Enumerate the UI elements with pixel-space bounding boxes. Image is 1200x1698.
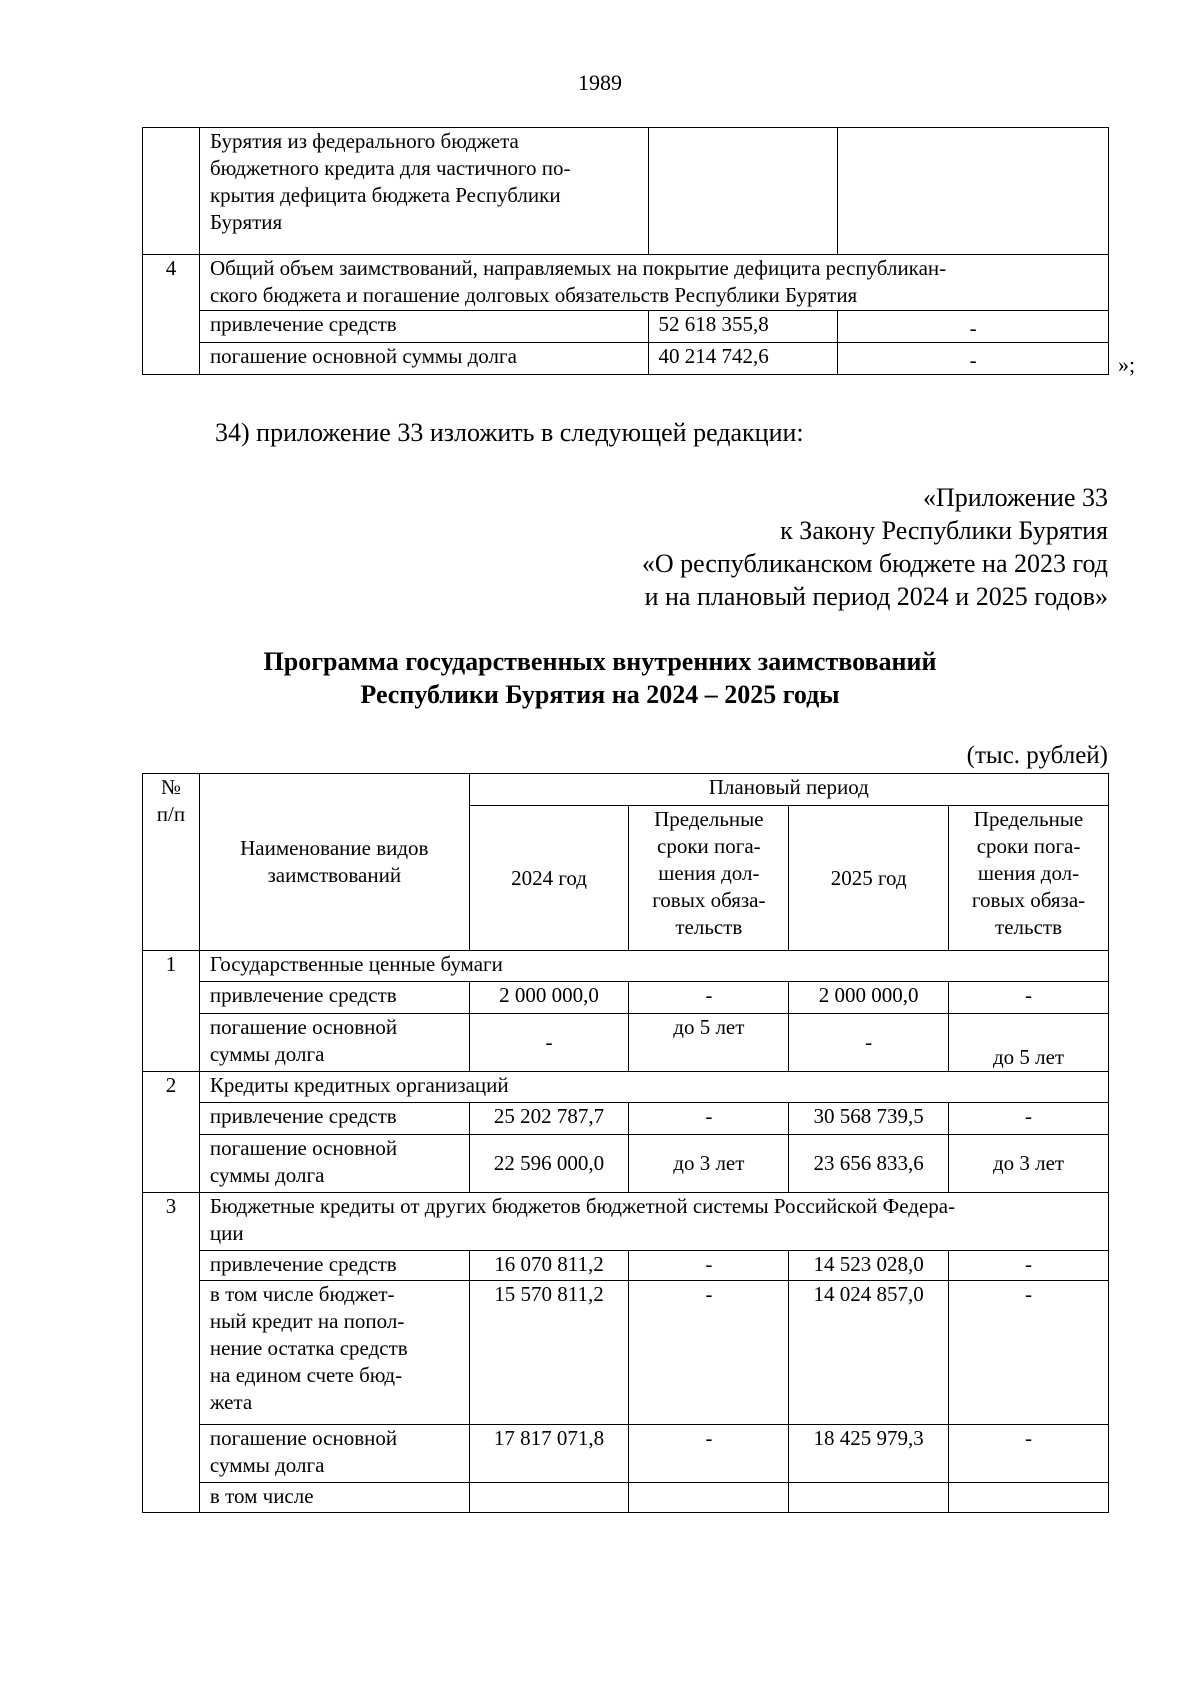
table-row	[143, 1425, 1109, 1483]
value-2024: 17 817 071,8	[469, 1425, 629, 1483]
row-value: 40 214 742,6	[648, 343, 838, 375]
term-2024: -	[629, 1281, 789, 1425]
row-number: 4	[143, 255, 200, 375]
value-2025: 14 523 028,0	[789, 1251, 949, 1281]
amendment-item: 34) приложение 33 изложить в следующей редакции:	[215, 418, 804, 447]
page-number: 1989	[578, 70, 622, 95]
row-label: погашение основной суммы долга	[199, 1014, 469, 1072]
header-row	[143, 774, 1109, 806]
col-header-term-2024: Предельные сроки пога- шения дол- говых обяза- тельств	[629, 806, 789, 951]
table-row	[143, 343, 1109, 375]
table-row	[143, 1281, 1109, 1425]
table-row	[143, 982, 1109, 1014]
row-term: -	[838, 343, 1109, 375]
col-header-2025: 2025 год	[789, 806, 949, 951]
value-2024: -	[469, 1014, 629, 1072]
value-2025: 23 656 833,6	[789, 1135, 949, 1193]
section-title: Бюджетные кредиты от других бюджетов бюджетной системы Российской Федера- ции	[199, 1193, 1108, 1251]
section-title: Общий объем заимствований, направляемых на покрытие дефицита республикан- ского бюджета и погашение долговых обязательств Республики Бурятия	[199, 255, 1108, 311]
table-row	[143, 311, 1109, 343]
col-header-planned-period: Плановый период	[469, 774, 1108, 806]
value-2025: 30 568 739,5	[789, 1103, 949, 1135]
row-number: 2	[143, 1072, 200, 1193]
term-2025: -	[949, 1425, 1109, 1483]
row-label: привлечение средств	[199, 1251, 469, 1281]
term-2024: -	[629, 1251, 789, 1281]
value-2024: 16 070 811,2	[469, 1251, 629, 1281]
row-label: погашение основной суммы долга	[199, 1425, 469, 1483]
row-label: в том числе бюджет- ный кредит на попол- нение остатка средств на едином счете бюд- жета	[199, 1281, 469, 1425]
term-2025: -	[949, 1251, 1109, 1281]
table-row	[143, 128, 1109, 255]
section-title-row	[143, 951, 1109, 982]
term-2025: -	[949, 1281, 1109, 1425]
col-header-2024: 2024 год	[469, 806, 629, 951]
col-header-number: № п/п	[143, 774, 200, 951]
row-label: привлечение средств	[199, 1103, 469, 1135]
value-2024: 22 596 000,0	[469, 1135, 629, 1193]
section-title-row	[143, 255, 1109, 311]
value-2024: 25 202 787,7	[469, 1103, 629, 1135]
row-label: погашение основной суммы долга	[199, 343, 648, 375]
term-2024: -	[629, 1425, 789, 1483]
value-2024: 2 000 000,0	[469, 982, 629, 1014]
term-2024: до 3 лет	[629, 1135, 789, 1193]
row-value: 52 618 355,8	[648, 311, 838, 343]
table-row	[143, 1103, 1109, 1135]
term-2024: -	[629, 1103, 789, 1135]
units-label: (тыс. рублей)	[966, 742, 1108, 769]
value-2025: -	[789, 1014, 949, 1072]
row-label: погашение основной суммы долга	[199, 1135, 469, 1193]
row-label: привлечение средств	[199, 311, 648, 343]
row-number: 3	[143, 1193, 200, 1513]
appendix-header: «Приложение 33 к Закону Республики Бурятия «О республиканском бюджете на 2023 год и на плановый период 2024 и 2025 годов»	[641, 483, 1108, 611]
col-header-name: Наименование видов заимствований	[199, 774, 469, 951]
closing-quote: »;	[1118, 352, 1136, 377]
section-title: Государственные ценные бумаги	[199, 951, 1108, 982]
borrowings-table-continued	[142, 127, 1109, 375]
borrowing-program-table	[142, 773, 1109, 1513]
term-2025: до 3 лет	[949, 1135, 1109, 1193]
value-2025: 2 000 000,0	[789, 982, 949, 1014]
table-row	[143, 1251, 1109, 1281]
term-2025: -	[949, 982, 1109, 1014]
row-label: привлечение средств	[199, 982, 469, 1014]
table-row	[143, 1483, 1109, 1513]
term-2025: до 5 лет	[949, 1014, 1109, 1072]
section-title: Кредиты кредитных организаций	[199, 1072, 1108, 1103]
table-row	[143, 1135, 1109, 1193]
term-2024: до 5 лет	[629, 1014, 789, 1072]
value-2025: 18 425 979,3	[789, 1425, 949, 1483]
document-title: Программа государственных внутренних заимствований Республики Бурятия на 2024 – 2025 годы	[263, 647, 937, 709]
value-2025: 14 024 857,0	[789, 1281, 949, 1425]
term-2024: -	[629, 982, 789, 1014]
term-2025: -	[949, 1103, 1109, 1135]
row-term: -	[838, 311, 1109, 343]
continued-text-cell: Бурятия из федерального бюджета бюджетного кредита для частичного по- крытия дефицита бюджета Республики Бурятия	[199, 128, 648, 255]
value-2024: 15 570 811,2	[469, 1281, 629, 1425]
table-row	[143, 1014, 1109, 1072]
row-label: в том числе	[199, 1483, 469, 1513]
section-title-row	[143, 1072, 1109, 1103]
col-header-term-2025: Предельные сроки пога- шения дол- говых обяза- тельств	[949, 806, 1109, 951]
section-title-row	[143, 1193, 1109, 1251]
row-number: 1	[143, 951, 200, 1072]
